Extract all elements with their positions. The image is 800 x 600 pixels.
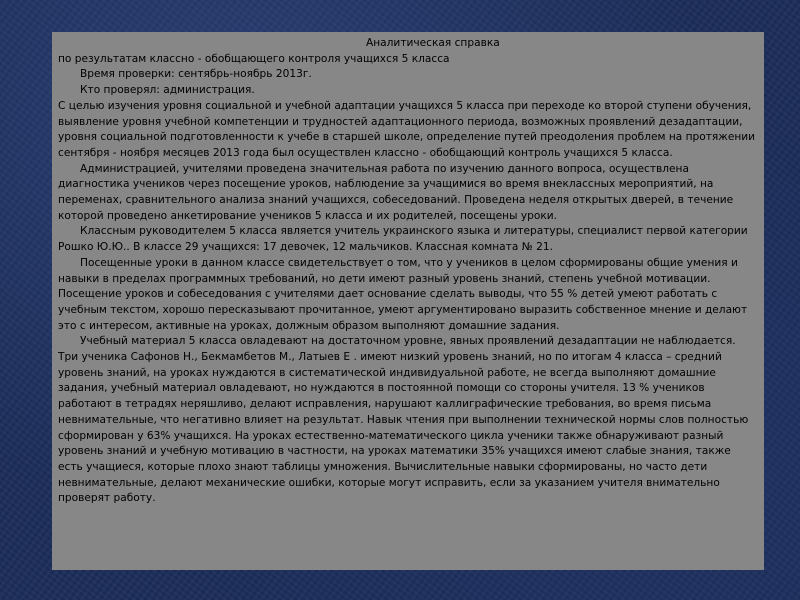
inspection-period: Время проверки: сентябрь-ноябрь 2013г. — [80, 68, 312, 81]
report-text-box — [52, 32, 764, 570]
document-title: Аналитическая справка — [366, 37, 500, 49]
paragraph-text: Классным руководителем 5 класса является учитель украинского языка и литературы, специалист первой категории Рошко Ю.Ю.. В классе 29 учащихся: 17 девочек, 12 мальчиков. Классная комната № 21. — [58, 225, 748, 254]
paragraph-text: Администрацией, учителями проведена значительная работа по изучению данного вопроса, осуществлена диагностика учеников через посещение уроков, наблюдение за учащимися во время внеклассных мероприятий, на переменах, сравнительного анализа знаний учащихся, собеседований. Проведена неделя открытых дверей, в течение которой проведено анкетирование учеников 5 класса и их родителей, посещены уроки. — [58, 162, 734, 222]
paragraph-text: Посещенные уроки в данном классе свидетельствует о том, что у учеников в целом сформированы общие умения и навыки в пределах программных требований, но дети имеют разный уровень знаний, степень учебной мотивации. Посещение уроков и собеседования с учителями дает основание сделать выводы, что 55 % детей умеют работать с учебным текстом, хорошо пересказывают прочитанное, умеют аргументировано выразить собственное мнение и делают это с интересом, активные на уроках, должным образом выполняют домашние задания. — [58, 256, 748, 332]
paragraph-text: С целью изучения уровня социальной и учебной адаптации учащихся 5 класса при переходе ко второй ступени обучения, выявление уровня учебной компетенции и трудностей адаптационного периода, возможных проявлений дезадаптации, уровня социальной подготовленности к учебе в старшей школе, определение путей преодоления проблем на протяжении сентября - ноября месяцев 2013 года был осуществлен классно - обобщающий контроль учащихся 5 класса. — [58, 99, 756, 159]
paragraph-administration — [58, 162, 758, 225]
paragraph-class-teacher — [58, 224, 758, 255]
paragraph-learning-material — [58, 334, 758, 507]
paragraph-purpose — [58, 99, 758, 162]
document-subtitle: по результатам классно - обобщающего контроля учащихся 5 класса — [58, 52, 450, 65]
inspected-by: Кто проверял: администрация. — [80, 84, 255, 97]
paragraph-lessons — [58, 256, 758, 335]
paragraph-text: Учебный материал 5 класса овладевают на достаточном уровне, явных проявлений дезадаптации не наблюдается. Три ученика Сафонов Н., Бекмамбетов М., Латыев Е . имеют низкий уровень знаний, но по итогам 4 класса – средний уровень знаний, на уроках нуждаются в систематической индивидуальной работе, не всегда выполняют домашние задания, учебный материал овладевают, но нуждаются в постоянной помощи со стороны учителя. 13 % учеников работают в тетрадях неряшливо, делают исправления, нарушают каллиграфические требования, во время письма невнимательные, что негативно влияет на результат. Навык чтения при выполнении технической нормы слов полностью сформирован у 63% учащихся. На уроках естественно-математического цикла ученики также обнаруживают разный уровень знаний и учебную мотивацию в частности, на уроках математики 35% учащихся имеют слабые знания, также есть учащиеся, которые плохо знают таблицы умножения. Вычислительные навыки сформированы, но часто дети невнимательные, делают механические ошибки, которые могут исправить, если за указанием учителя внимательно проверят работу. — [58, 335, 749, 505]
